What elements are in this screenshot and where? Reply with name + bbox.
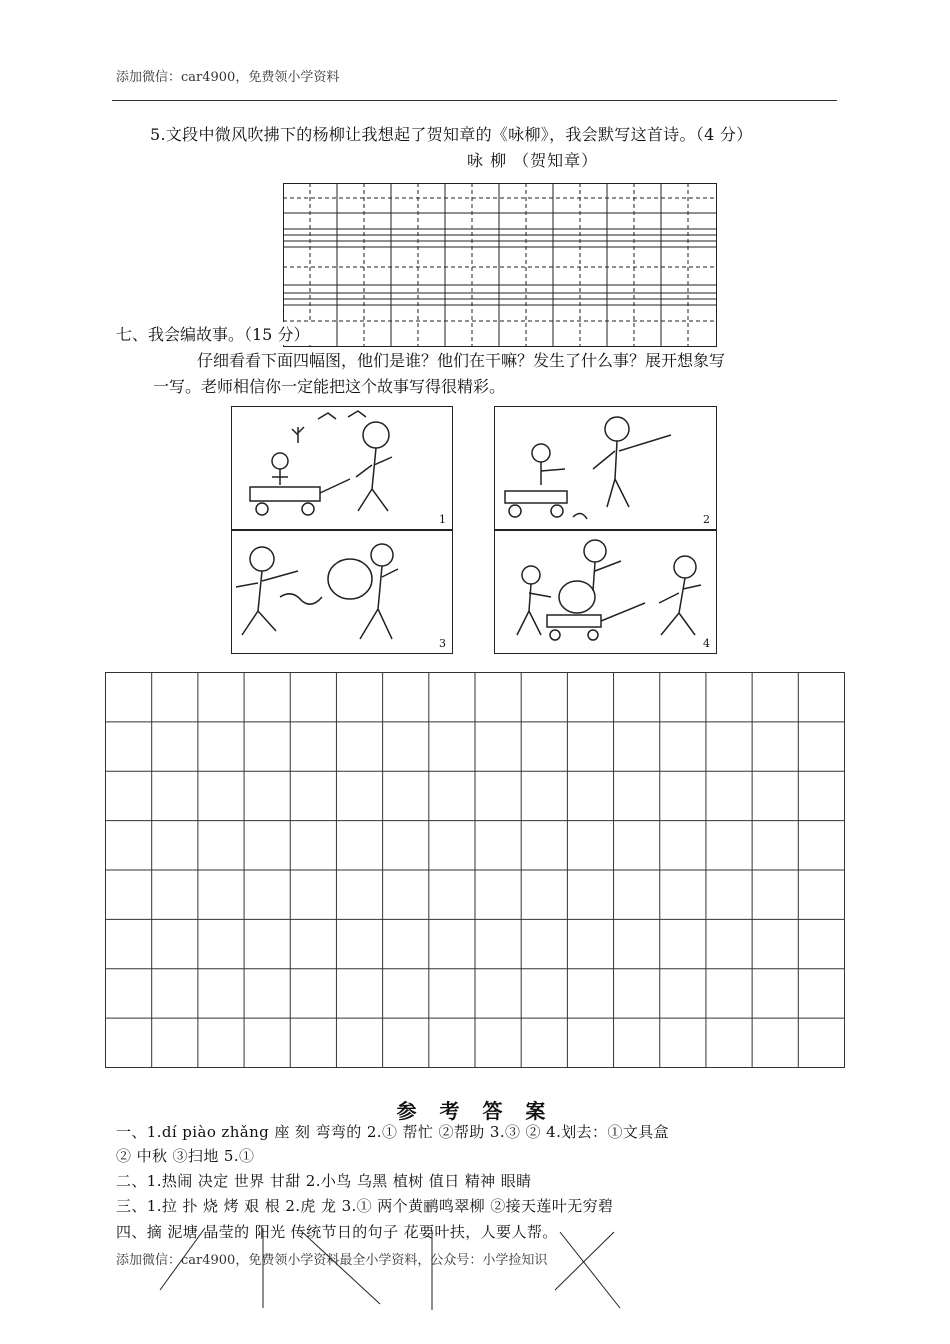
poem-writing-grid xyxy=(283,183,718,348)
poem-title: 咏 柳 （贺知章） xyxy=(467,151,599,170)
page-header: 添加微信：car4900，免费领小学资料 xyxy=(116,70,340,85)
story-picture-4 xyxy=(494,530,717,654)
answer-line: 二、1.热闹 决定 世界 甘甜 2.小鸟 乌黑 植树 值日 精神 眼睛 xyxy=(116,1172,532,1190)
header-divider xyxy=(112,100,837,101)
picture-number: 1 xyxy=(439,513,446,526)
picture-number: 2 xyxy=(703,513,710,526)
section-7-heading: 七、我会编故事。（15 分） xyxy=(116,322,313,345)
answer-line: 四、摘 泥塘 晶莹的 阳光 传统节日的句子 花要叶扶，人要人帮。 xyxy=(116,1223,558,1241)
section-7-instruction-line1: 仔细看看下面四幅图，他们是谁？他们在干嘛？发生了什么事？展开想象写 xyxy=(197,351,726,370)
story-picture-3 xyxy=(231,530,453,654)
old-man-carrying-sack-illustration xyxy=(232,531,451,652)
answer-line: 一、1.dí piào zhǎng 座 刻 弯弯的 2.① 帮忙 ②帮助 3.③ ② 4.划去：①文具盒 xyxy=(116,1123,670,1141)
picture-number: 3 xyxy=(439,637,446,650)
story-picture-1 xyxy=(231,406,453,530)
answer-line: 三、1.拉 扑 烧 烤 艰 根 2.虎 龙 3.① 两个黄鹂鸣翠柳 ②接天莲叶无穷碧 xyxy=(116,1197,614,1215)
story-picture-2 xyxy=(494,406,717,530)
boy-pulling-cart-illustration xyxy=(232,407,451,528)
boy-pointing-illustration xyxy=(495,407,715,528)
question-5: 5.文段中微风吹拂下的杨柳让我想起了贺知章的《咏柳》，我会默写这首诗。（4 分） xyxy=(150,125,753,144)
answer-line: ② 中秋 ③扫地 5.① xyxy=(116,1147,255,1165)
picture-number: 4 xyxy=(703,637,710,650)
matching-answer-lines xyxy=(0,1220,950,1344)
answer-key-title: 参 考 答 案 xyxy=(396,1099,554,1123)
section-7-instruction-line2: 一写。老师相信你一定能把这个故事写得很精彩。 xyxy=(153,377,506,396)
page-footer: 添加微信：car4900，免费领小学资料最全小学资料，公众号：小学捡知识 xyxy=(116,1253,548,1268)
composition-writing-grid xyxy=(105,672,846,1070)
helping-old-man-illustration xyxy=(495,531,715,652)
